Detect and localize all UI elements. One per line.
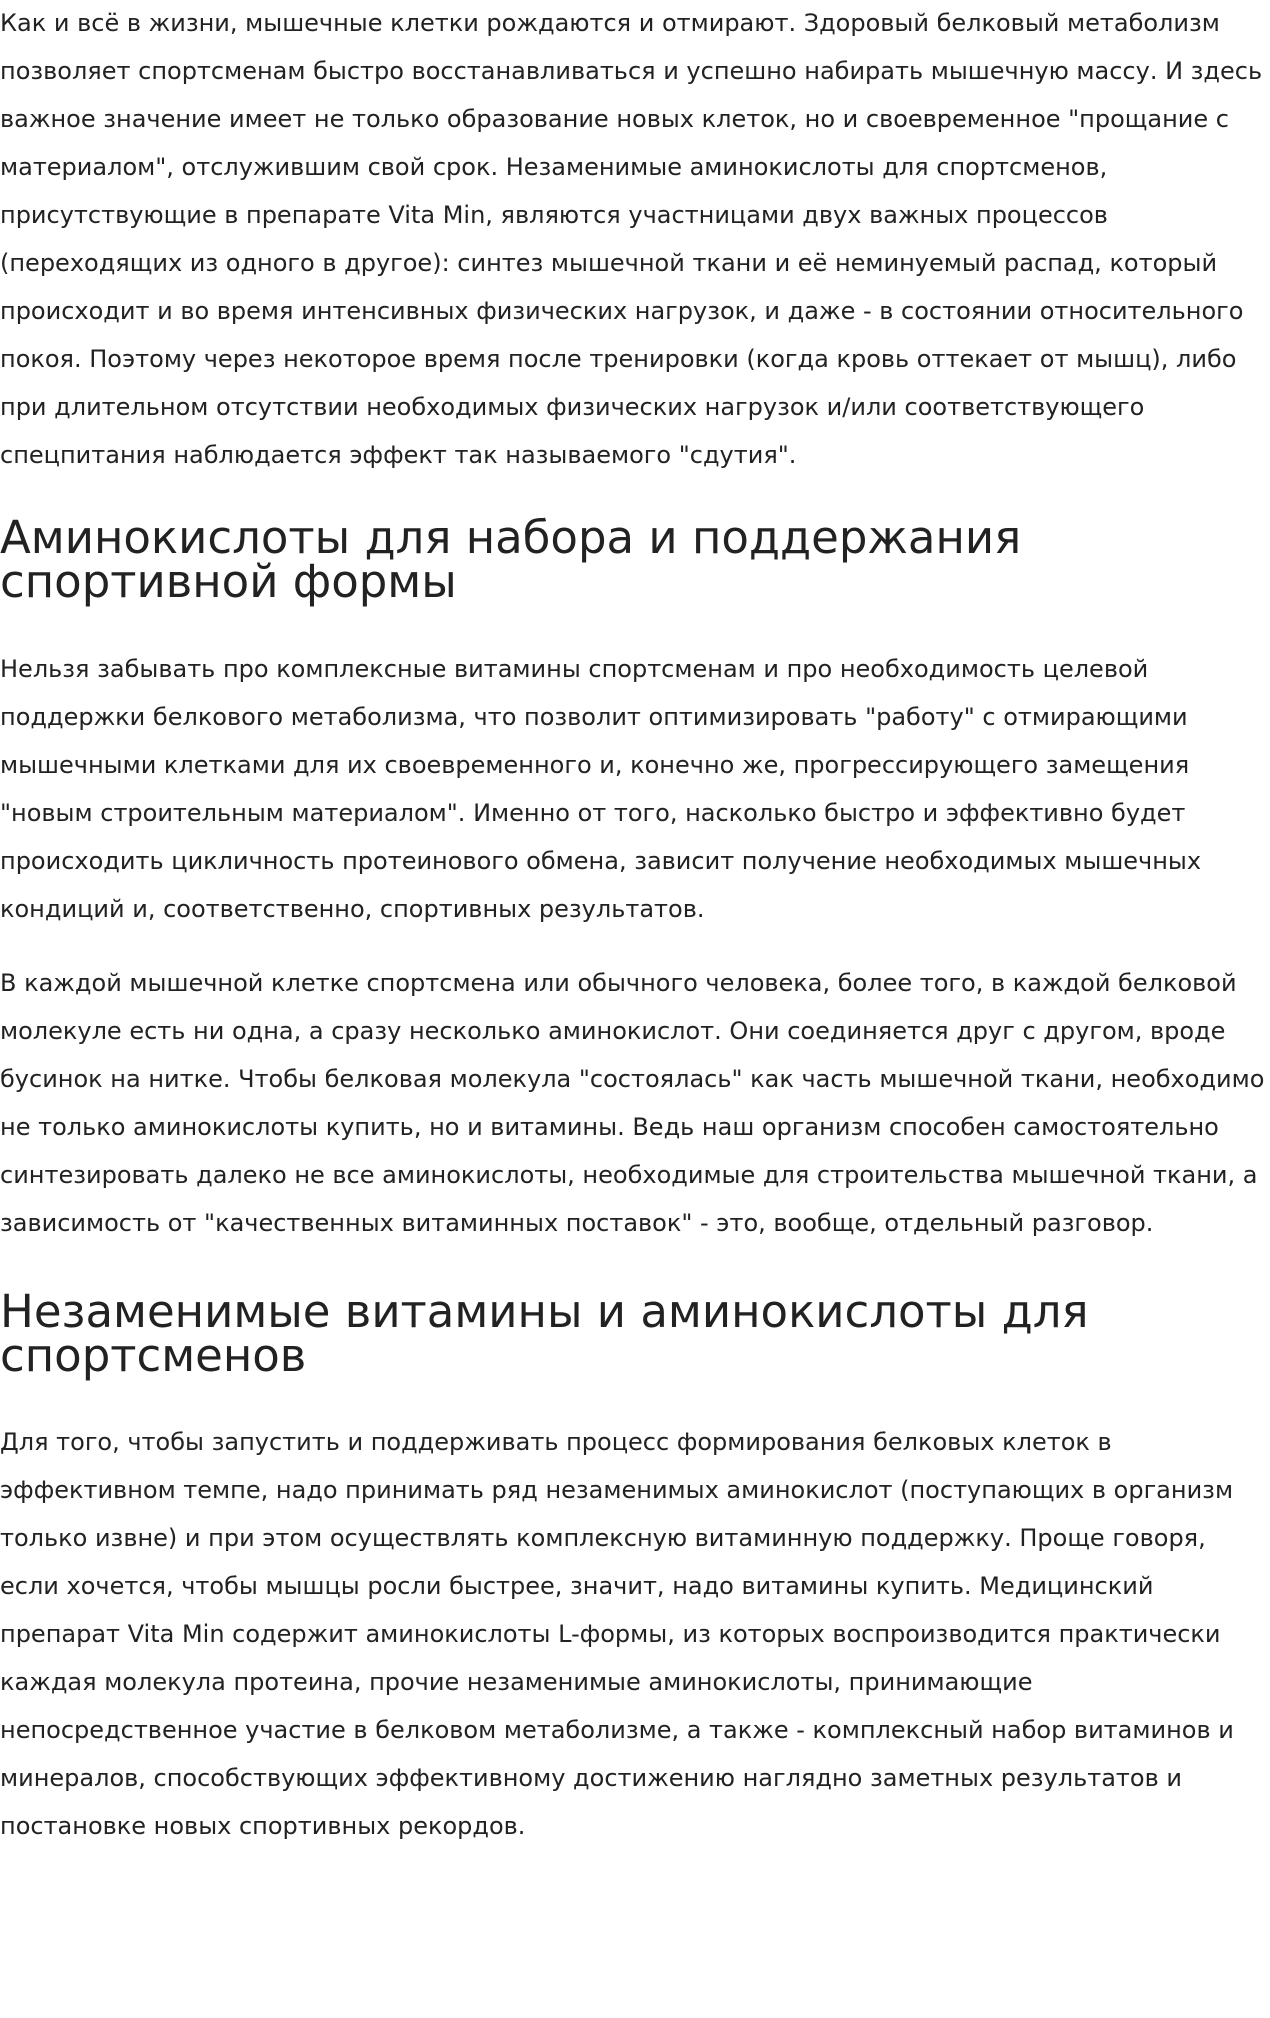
article-paragraph: Для того, чтобы запустить и поддерживать процесс формирования белковых клеток в эффективном темпе, надо принимать ряд незаменимых аминокислот (поступающих в организм только извне) и при этом осуществлять комплексную витаминную поддержку. Проще говоря, если хочется, чтобы мышцы росли быстрее, значит, надо витамины купить. Медицинский препарат Vita Min содержит аминокислоты L-формы, из которых воспроизводится практически каждая молекула протеина, прочие незаменимые аминокислоты, принимающие непосредственное участие в белковом метаболизме, а также - комплексный набор витаминов и минералов, способствующих эффективному достижению наглядно заметных результатов и постановке новых спортивных рекордов.	[0, 1428, 1234, 1840]
section-heading: Незаменимые витамины и аминокислоты для спортсменов	[0, 1285, 1089, 1382]
article-paragraph: Нельзя забывать про комплексные витамины спортсменам и про необходимость целевой поддержки белкового метаболизма, что позволит оптимизировать "работу" с отмирающими мышечными клетками для их своевременного и, конечно же, прогрессирующего замещения "новым строительным материалом". Именно от того, насколько быстро и эффективно будет происходить цикличность протеинового обмена, зависит получение необходимых мышечных кондиций и, соответственно, спортивных результатов.	[0, 655, 1202, 923]
section-heading: Аминокислоты для набора и поддержания спортивной формы	[0, 511, 1022, 608]
article-paragraph: В каждой мышечной клетке спортсмена или обычного человека, более того, в каждой белковой молекуле есть ни одна, а сразу несколько аминокислот. Они соединяется друг с другом, вроде бусинок на нитке. Чтобы белковая молекула "состоялась" как часть мышечной ткани, необходимо не только аминокислоты купить, но и витамины. Ведь наш организм способен самостоятельно синтезировать далеко не все аминокислоты, необходимые для строительства мышечной ткани, а зависимость от "качественных витаминных поставок" - это, вообще, отдельный разговор.	[0, 969, 1265, 1237]
article-paragraph: Как и всё в жизни, мышечные клетки рождаются и отмирают. Здоровый белковый метаболизм позволяет спортсменам быстро восстанавливаться и успешно набирать мышечную массу. И здесь важное значение имеет не только образование новых клеток, но и своевременное "прощание с материалом", отслужившим свой срок. Незаменимые аминокислоты для спортсменов, присутствующие в препарате Vita Min, являются участницами двух важных процессов (переходящих из одного в другое): синтез мышечной ткани и её неминуемый распад, который происходит и во время интенсивных физических нагрузок, и даже - в состоянии относительного покоя. Поэтому через некоторое время после тренировки (когда кровь оттекает от мышц), либо при длительном отсутствии необходимых физических нагрузок и/или соответствующего спецпитания наблюдается эффект так называемого "сдутия".	[0, 9, 1263, 469]
